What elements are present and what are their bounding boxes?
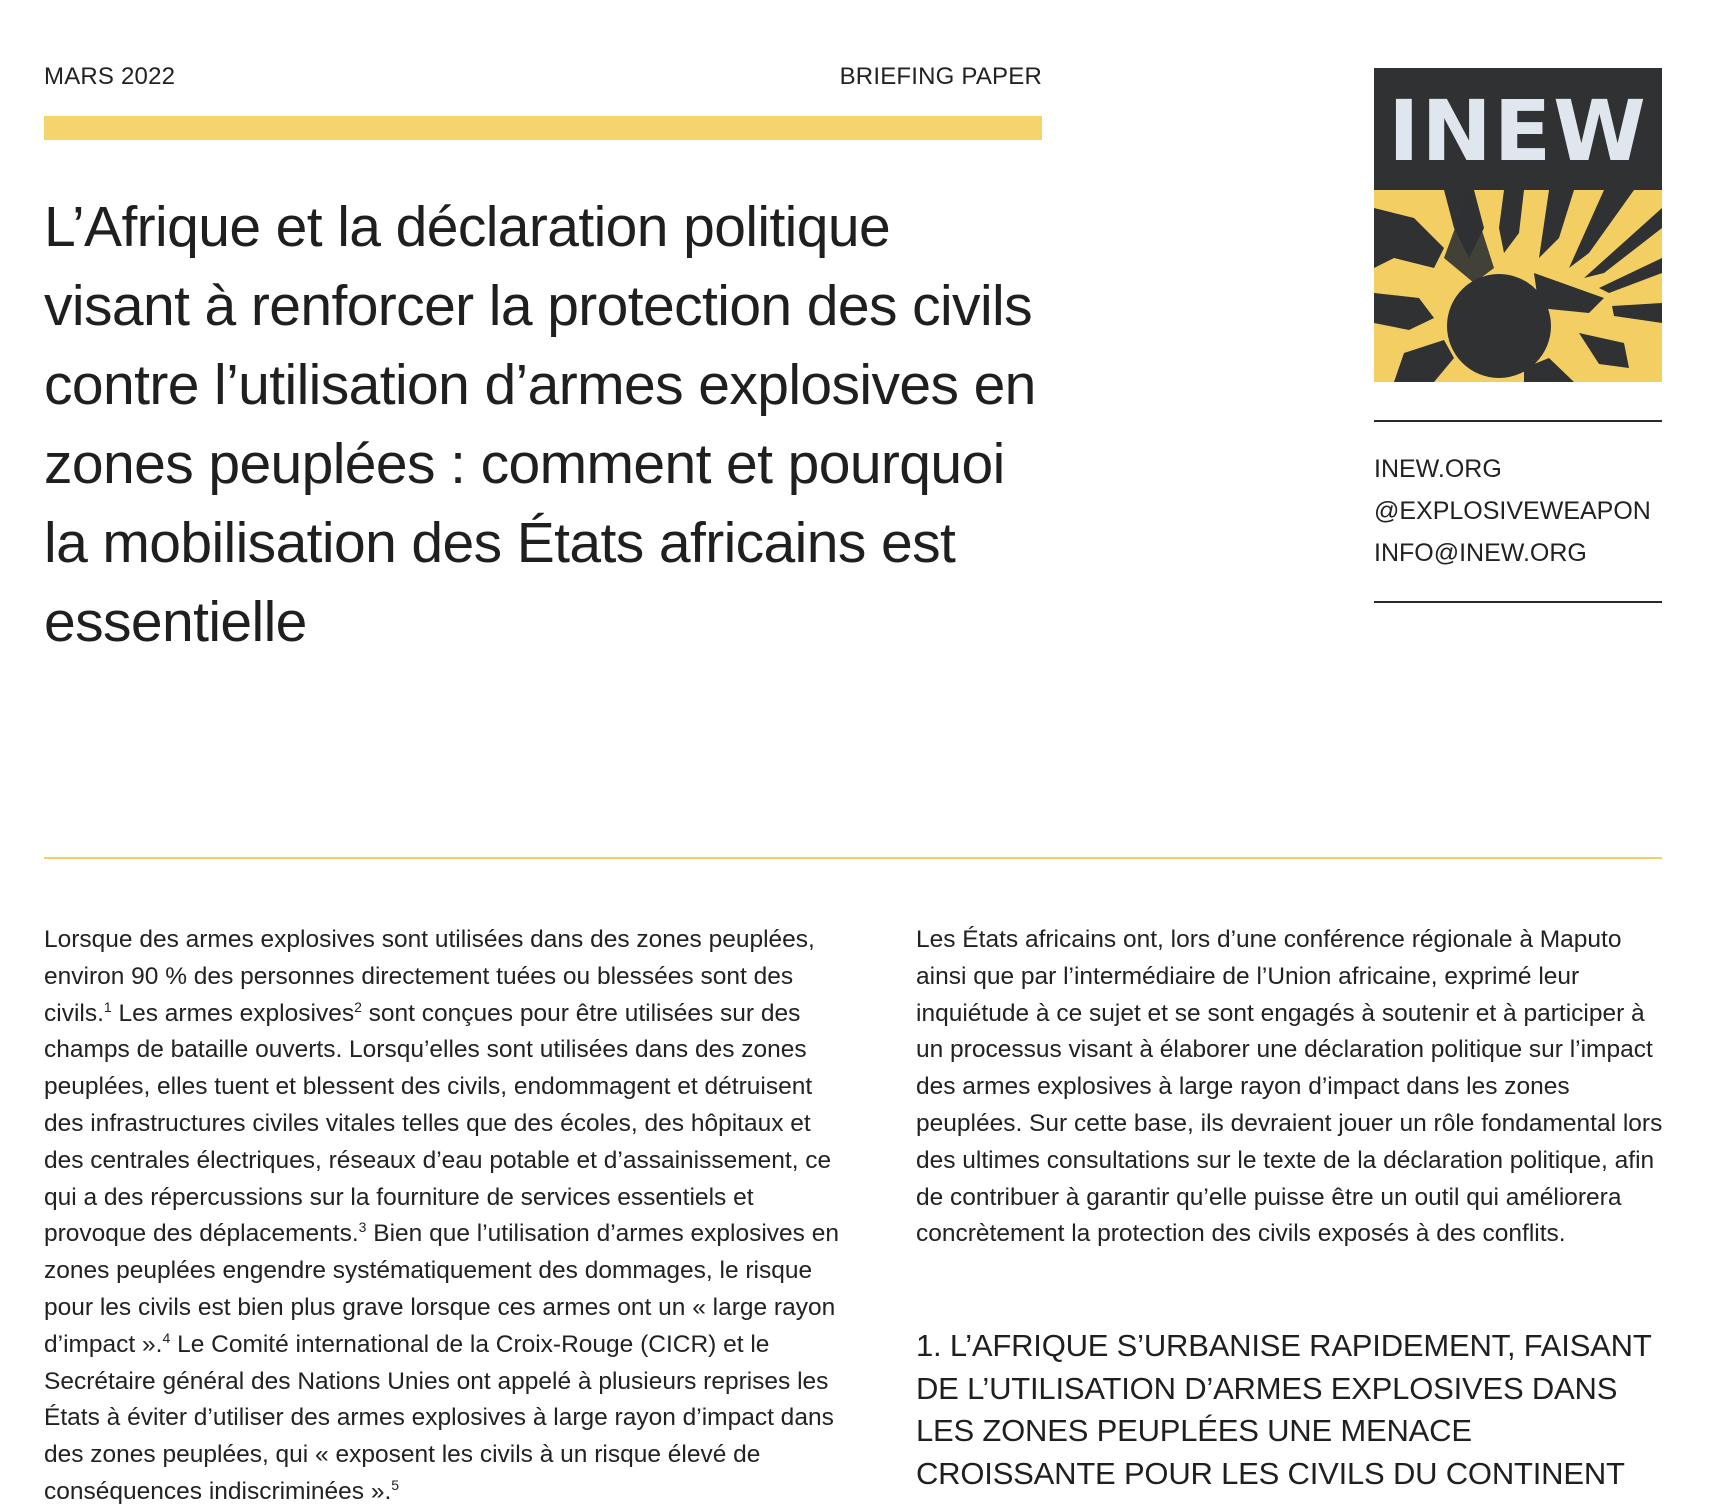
section-heading: 1. L’AFRIQUE S’URBANISE RAPIDEMENT, FAISANT DE L’UTILISATION D’ARMES EXPLOSIVES DANS LES ZONES PEUPLÉES UNE MENACE CROISSANTE POUR LES CIVILS DU CONTINENT	[916, 1328, 1652, 1491]
accent-bar	[44, 116, 1042, 140]
footnote-ref-4[interactable]: 4	[162, 1329, 171, 1346]
contact-block	[1374, 448, 1674, 574]
contact-divider-top	[1374, 420, 1662, 422]
right-column	[916, 922, 1666, 1253]
text-segment: Lorsque des armes explosives sont utilisées dans des zones peuplées, environ 90 % des personnes directement tuées ou blessées sont des civils.	[44, 926, 815, 1027]
intro-paragraph	[44, 922, 844, 1511]
publication-date: MARS 2022	[44, 63, 176, 90]
document-title: L’Afrique et la déclaration politique visant à renforcer la protection des civils contre l’utilisation d’armes explosives en zones peuplées : comment et pourquoi la mobilisation des États africains est essentielle	[44, 195, 1036, 654]
document-type: BRIEFING PAPER	[839, 63, 1042, 90]
footnote-ref-2[interactable]: 2	[354, 998, 362, 1015]
left-column	[44, 922, 844, 1511]
inew-logo	[1374, 68, 1662, 382]
text-segment: Le Comité international de la Croix-Rouge (CICR) et le Secrétaire général des Nations Unies ont appelé à plusieurs reprises les États à éviter d’utiliser des armes explosives à large rayon d’impact dans des zones peuplées, qui « exposent les civils à un risque élevé de conséquences indiscriminées ».	[44, 1330, 834, 1505]
explosion-icon	[1374, 190, 1662, 382]
footnote-ref-5[interactable]: 5	[391, 1476, 400, 1493]
text-segment: Bien que l’utilisation d’armes explosives en zones peuplées engendre systématiquement des dommages, le risque pour les civils est bien plus grave lorsque ces armes ont un « large rayon d’impact ».	[44, 1220, 839, 1358]
african-states-paragraph: Les États africains ont, lors d’une conférence régionale à Maputo ainsi que par l’intermédiaire de l’Union africaine, exprimé leur inquiétude à ce sujet et se sont engagés à soutenir et à participer à un processus visant à élaborer une déclaration politique sur l’impact des armes explosives à large rayon d’impact dans les zones peuplées. Sur cette base, ils devraient jouer un rôle fondamental lors des ultimes consultations sur le texte de la déclaration politique, afin de contribuer à garantir qu’elle puisse être un outil qui améliorera concrètement la protection des civils exposés à des conflits.	[916, 926, 1663, 1248]
text-segment: sont conçues pour être utilisées sur des champs de bataille ouverts. Lorsqu’elles sont utilisées dans des zones peuplées, elles tuent et blessent des civils, endommagent et détruisent des infrastructures civiles vitales telles que des écoles, des hôpitaux et des centrales électriques, réseaux d’eau potable et d’assainissement, ce qui a des répercussions sur la fourniture de services essentiels et provoque des déplacements.	[44, 999, 832, 1248]
footnote-ref-1[interactable]: 1	[103, 998, 112, 1015]
email-link[interactable]: INFO@INEW.ORG	[1374, 539, 1587, 567]
section-divider	[44, 857, 1662, 859]
logo-text: INEW	[1388, 82, 1648, 180]
footnote-ref-3[interactable]: 3	[358, 1219, 367, 1236]
contact-divider-bottom	[1374, 601, 1662, 603]
website-link[interactable]: INEW.ORG	[1374, 455, 1502, 483]
twitter-handle[interactable]: @EXPLOSIVEWEAPON	[1374, 497, 1651, 525]
text-segment: Les armes explosives	[111, 999, 355, 1027]
